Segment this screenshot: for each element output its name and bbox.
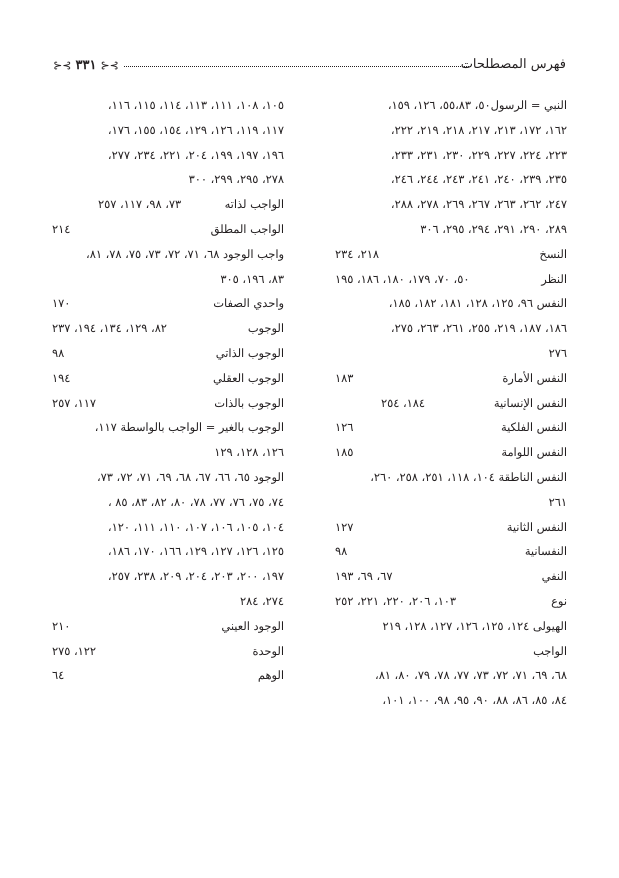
index-text: ١٩٧، ٢٠٠، ٢٠٣، ٢٠٤، ٢٠٩، ٢٣٨، ٢٥٧، [107, 569, 284, 584]
index-line [335, 539, 567, 564]
index-line [52, 242, 284, 267]
index-term: نوع [551, 593, 567, 608]
index-term: الوجوب الذاتي [215, 345, 284, 360]
index-line [52, 267, 284, 292]
index-pages: ١٨٣ [335, 370, 354, 385]
index-line [335, 93, 567, 118]
index-term: النفي [541, 569, 567, 584]
index-line [52, 341, 284, 366]
index-line [335, 143, 567, 168]
index-term: الوحدة [252, 643, 284, 658]
index-line [52, 143, 284, 168]
index-term: واحدي الصفات [213, 296, 284, 311]
index-pages: ١٢٢، ٢٧٥ [52, 643, 97, 658]
index-pages: ٩٨ [335, 544, 348, 559]
index-term: الوجود العيني [221, 618, 284, 633]
page-number-box [52, 54, 120, 76]
index-term: النظر [541, 271, 567, 286]
index-pages: ٢١٨، ٢٣٤ [335, 246, 380, 261]
index-line [52, 118, 284, 143]
index-text: ٧٤، ٧٥، ٧٦، ٧٧، ٧٨، ٨٠، ٨٢، ٨٣، ٨٥ ، [107, 494, 284, 509]
index-text: الوجود ٦٥، ٦٦، ٦٧، ٦٨، ٦٩، ٧١، ٧٢، ٧٣، [96, 469, 284, 484]
index-line [335, 366, 567, 391]
index-line [335, 564, 567, 589]
index-term: الوهم [257, 668, 284, 683]
index-text: ١٨٦، ١٨٧، ٢١٩، ٢٥٥، ٢٦١، ٢٦٣، ٢٧٥، [390, 321, 567, 336]
index-text: الواجب [533, 643, 567, 658]
index-line [52, 539, 284, 564]
index-line [52, 316, 284, 341]
index-line [335, 391, 567, 416]
index-text: ١٩٦، ١٩٧، ١٩٩، ٢٠٤، ٢٢١، ٢٣٤، ٢٧٧، [107, 147, 284, 162]
index-text: ١٢٥، ١٢٦، ١٢٧، ١٢٩، ١٦٦، ١٧٠، ١٨٦، [107, 544, 284, 559]
index-text: ٢٦١ [548, 494, 567, 509]
page-title: فهرس المصطلحات [460, 57, 566, 72]
index-line [335, 465, 567, 490]
index-line [335, 440, 567, 465]
index-line [52, 167, 284, 192]
index-line [335, 291, 567, 316]
index-line [52, 415, 284, 440]
index-line [335, 192, 567, 217]
index-text: النفس الناطقة ١٠٤، ١١٨، ٢٥١، ٢٥٨، ٢٦٠، [370, 469, 567, 484]
index-line [335, 118, 567, 143]
index-line [52, 663, 284, 688]
index-pages: ١٢٧ [335, 519, 354, 534]
index-text: ١٠٥، ١٠٨، ١١١، ١١٣، ١١٤، ١١٥، ١١٦، [107, 98, 284, 112]
index-line [335, 614, 567, 639]
index-term: النسخ [539, 246, 567, 261]
index-term: النفسانية [524, 544, 567, 559]
index-pages: ١٢٦ [335, 420, 354, 435]
index-pages: ٧٣، ٩٨، ١١٧، ٢٥٧ [98, 197, 182, 212]
index-term: الواجب المطلق [210, 221, 284, 236]
index-term: الوجوب العقلي [213, 370, 284, 385]
page-number: ٣٣١ [75, 57, 97, 73]
index-text: ٢٨٩، ٢٩٠، ٢٩١، ٢٩٤، ٢٩٥، ٣٠٦ [420, 221, 567, 236]
index-term: الوجوب [247, 321, 284, 336]
index-text: ٢٧٦ [548, 345, 567, 360]
index-line [335, 515, 567, 540]
index-pages: ٨٢، ١٢٩، ١٣٤، ١٩٤، ٢٣٧ [52, 321, 167, 336]
index-line [335, 688, 567, 713]
index-text: ٢٢٣، ٢٢٤، ٢٢٧، ٢٢٩، ٢٣٠، ٢٣١، ٢٣٣، [390, 147, 567, 162]
index-pages: ١٩٤ [52, 370, 71, 385]
index-line [335, 316, 567, 341]
index-pages: ٦٤ [52, 668, 65, 683]
index-line [52, 639, 284, 664]
index-line [52, 515, 284, 540]
index-text: النبي = الرسول٥٠، ٥٥،٨٣، ١٢٦، ١٥٩، [387, 98, 567, 112]
index-pages: ١٨٥ [335, 445, 354, 460]
index-term: الواجب لذاته [224, 197, 284, 212]
index-line [335, 589, 567, 614]
index-text: الوجوب بالغير = الواجب بالواسطة ١١٧، [94, 420, 284, 435]
index-term: النفس الأمارة [502, 370, 567, 385]
index-text: ١١٧، ١١٩، ١٢٦، ١٢٩، ١٥٤، ١٥٥، ١٧٦، [107, 122, 284, 137]
index-term: النفس اللوامة [501, 445, 567, 460]
index-line [335, 167, 567, 192]
index-column-left [52, 93, 284, 688]
index-line [52, 192, 284, 217]
page-header [52, 54, 566, 78]
index-line [52, 366, 284, 391]
index-text: واجب الوجود ٦٨، ٧١، ٧٢، ٧٣، ٧٥، ٧٨، ٨١، [86, 246, 284, 261]
index-line [52, 564, 284, 589]
index-term: النفس الثانية [506, 519, 567, 534]
index-pages: ١٨٤، ٢٥٤ [381, 395, 426, 410]
index-text: الهيولى ١٢٤، ١٢٥، ١٢٦، ١٢٧، ١٢٨، ٢١٩ [382, 618, 567, 633]
index-pages: ٦٧، ٦٩، ١٩٣ [335, 569, 393, 584]
index-text: ٨٣، ١٩٦، ٣٠٥ [220, 271, 284, 286]
index-line [52, 465, 284, 490]
index-text: النفس ٩٦، ١٢٥، ١٢٨، ١٨١، ١٨٢، ١٨٥، [388, 296, 567, 311]
index-line [335, 267, 567, 292]
index-line [335, 217, 567, 242]
index-line [335, 415, 567, 440]
index-text: ١٢٦، ١٢٨، ١٢٩ [214, 445, 284, 460]
index-text: ٢٣٥، ٢٣٩، ٢٤٠، ٢٤١، ٢٤٣، ٢٤٤، ٢٤٦، [390, 172, 567, 187]
index-text: ٨٤، ٨٥، ٨٦، ٨٨، ٩٠، ٩٥، ٩٨، ١٠٠، ١٠١، [382, 693, 567, 708]
index-pages: ٢١٠ [52, 618, 71, 633]
index-line [52, 291, 284, 316]
index-text: ١٠٤، ١٠٥، ١٠٦، ١٠٧، ١١٠، ١١١، ١٢٠، [107, 519, 284, 534]
index-line [52, 490, 284, 515]
index-line [335, 663, 567, 688]
index-column-right [335, 93, 567, 713]
index-text: ١٦٢، ١٧٢، ٢١٣، ٢١٧، ٢١٨، ٢١٩، ٢٢٢، [390, 122, 567, 137]
index-line [335, 242, 567, 267]
index-term: الوجوب بالذات [214, 395, 284, 410]
index-line [52, 614, 284, 639]
index-text: ٢٤٧، ٢٦٢، ٢٦٣، ٢٦٧، ٢٦٩، ٢٧٨، ٢٨٨، [390, 197, 567, 212]
index-pages: ١١٧، ٢٥٧ [52, 395, 97, 410]
index-line [335, 639, 567, 664]
ornament-left-icon: ⊱⊰ [53, 58, 72, 72]
index-line [52, 589, 284, 614]
index-term: النفس الفلكية [501, 420, 567, 435]
index-term: النفس الإنسانية [493, 395, 567, 410]
index-text: ٦٨، ٦٩، ٧١، ٧٢، ٧٣، ٧٧، ٧٨، ٧٩، ٨٠، ٨١، [375, 668, 567, 683]
index-line [52, 93, 284, 118]
index-line [52, 217, 284, 242]
header-leader-dots [124, 66, 471, 67]
index-text: ٢٧٨، ٢٩٥، ٢٩٩، ٣٠٠ [188, 172, 284, 187]
index-line [52, 440, 284, 465]
ornament-right-icon: ⊱⊰ [100, 58, 119, 72]
index-pages: ١٧٠ [52, 296, 71, 311]
index-pages: ٢١٤ [52, 221, 71, 236]
index-line [335, 490, 567, 515]
index-pages: ١٠٣، ٢٠٦، ٢٢٠، ٢٢١، ٢٥٢ [335, 593, 457, 608]
index-pages: ٥٠، ٧٠، ١٧٩، ١٨٠، ١٨٦، ١٩٥ [335, 271, 470, 286]
index-pages: ٩٨ [52, 345, 65, 360]
index-line [335, 341, 567, 366]
index-text: ٢٧٤، ٢٨٤ [239, 593, 284, 608]
index-line [52, 391, 284, 416]
